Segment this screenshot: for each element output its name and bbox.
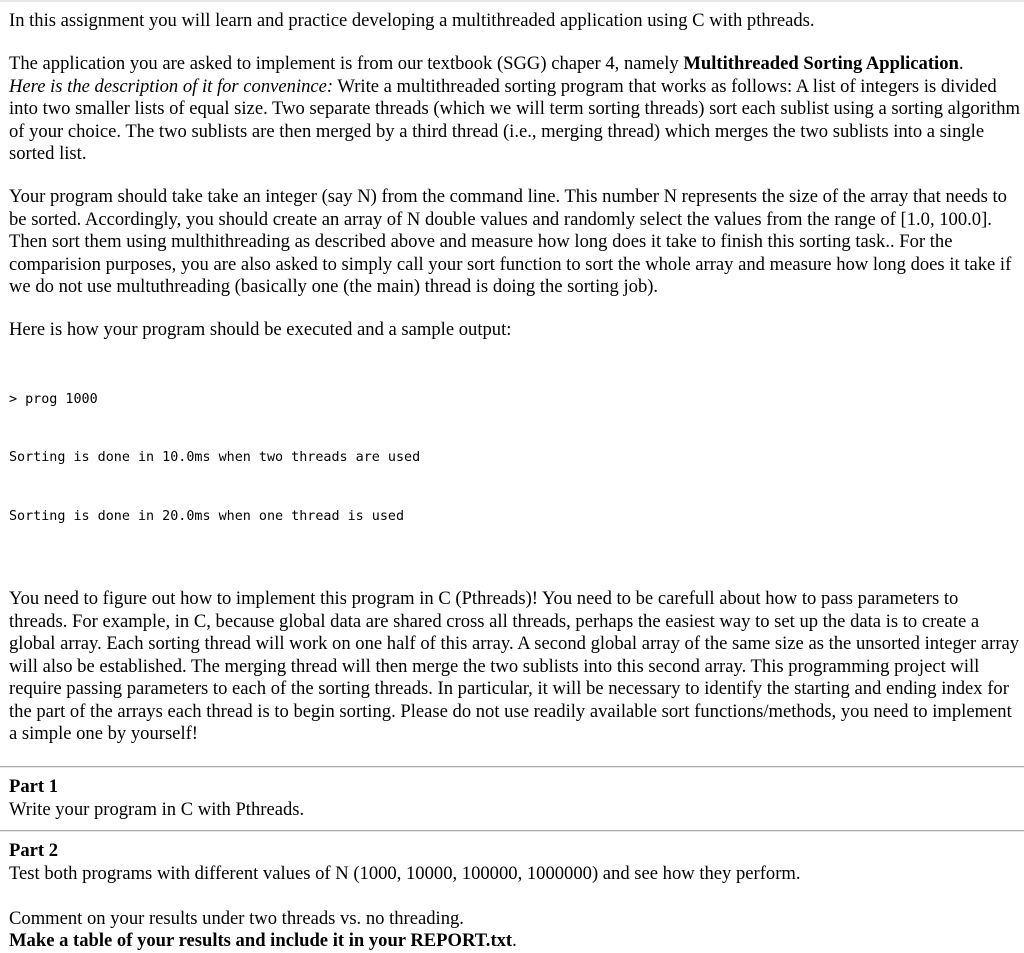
application-lead: The application you are asked to implement is from our textbook (SGG) chaper 4, namely <box>9 53 684 74</box>
section-divider <box>0 766 1024 768</box>
requirements-paragraph: Your program should take take an integer (say N) from the command line. This number N represents the size of the array that needs to be sorted. Accordingly, you should create an array of N double values and randomly select the values from the range of [1.0, 100.0]. Then sort them using multhithreading as described above and measure how long does it take to finish this sorting task.. For the comparision purposes, you are also asked to simply call your sort function to sort the whole array and measure how long does it take if we do not use multuthreading (basically one (the main) thread is doing the sorting job). <box>9 186 1012 297</box>
description-lead: Here is the description of it for convenince: <box>9 75 334 97</box>
code-line-one-thread: Sorting is done in 20.0ms when one thread is used <box>9 508 405 524</box>
sample-output-code <box>9 351 1020 566</box>
part-2-text: Test both programs with different values of N (1000, 10000, 100000, 1000000) and see how they perform. <box>9 862 801 884</box>
part-1-section <box>9 776 1020 821</box>
part-2-comment: Comment on your results under two threads vs. no threading. <box>9 907 464 929</box>
execution-intro: Here is how your program should be executed and a sample output: <box>9 319 512 340</box>
part-1-text: Write your program in C with Pthreads. <box>9 798 305 820</box>
intro-paragraph: In this assignment you will learn and practice developing a multithreaded application using C with pthreads. <box>9 10 815 31</box>
implementation-notes-paragraph: You need to figure out how to implement this program in C (Pthreads)! You need to be carefull about how to pass parameters to threads. For example, in C, because global data are shared cross all threads, perhaps the easiest way to set up the data is to create a global array. Each sorting thread will work on one half of this array. A second global array of the same size as the unsorted integer array will also be established. The merging thread will then merge the two sublists into this second array. This programming project will require passing parameters to each of the sorting threads. In particular, it will be necessary to identify the starting and ending index for the part of the arrays each thread is to begin sorting. Please do not use readily available sort functions/methods, you need to implement a simple one by yourself! <box>9 588 1020 744</box>
code-line-command: > prog 1000 <box>9 391 98 407</box>
section-divider <box>0 830 1024 832</box>
top-border <box>0 0 1024 2</box>
part-1-title: Part 1 <box>9 776 59 797</box>
part-2-title: Part 2 <box>9 840 59 861</box>
application-description-paragraph: The application you are asked to implement is from our textbook (SGG) chaper 4, namely Multithreaded Sorting Application. Here is the description of it for convenince: Write a multithreaded sorting program that works as follows: A list of integers is divided into two smaller lists of equal size. Two separate threads (which we will term sorting threads) sort each sublist using a sorting algorithm of your choice. The two sublists are then merged by a third thread (i.e., merging thread) which merges the two sublists into a single sorted list. <box>9 53 1020 164</box>
assignment-page <box>9 10 1020 953</box>
part-2-section <box>9 840 1020 953</box>
code-line-two-threads: Sorting is done in 10.0ms when two threads are used <box>9 450 421 465</box>
part-2-table-note: Make a table of your results and include it in your REPORT.txt. <box>9 930 517 951</box>
application-name: Multithreaded Sorting Application <box>683 53 959 74</box>
description-text: Write a multithreaded sorting program that works as follows: A list of integers is divided into two smaller lists of equal size. Two separate threads (which we will term sorting threads) sort each sublist using a sorting algorithm of your choice. The two sublists are then merged by a third thread (i.e., merging thread) which merges the two sublists into a single sorted list. <box>9 75 1020 164</box>
